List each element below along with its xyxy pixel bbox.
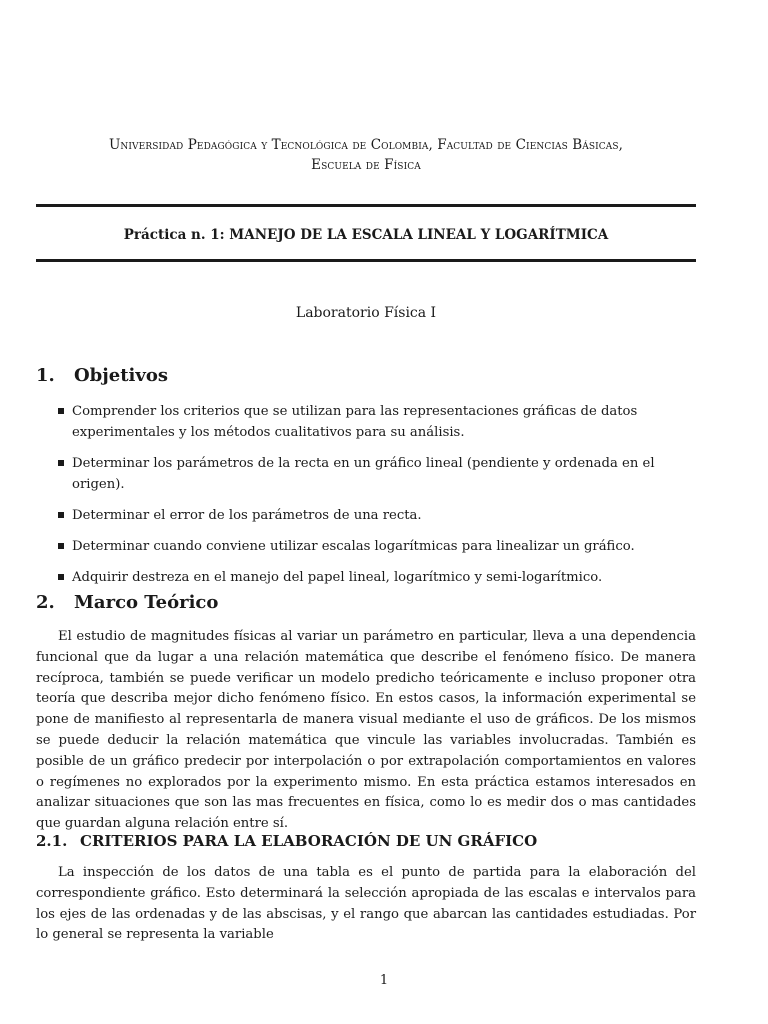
practice-title: Práctica n. 1: MANEJO DE LA ESCALA LINEAL Y LOGARÍTMICA (123, 227, 609, 243)
top-horizontal-rule (36, 204, 696, 207)
lab-title: Laboratorio Física I (295, 305, 437, 321)
list-item: Determinar cuando conviene utilizar escalas logarítmicas para linealizar un gráfico. (58, 536, 698, 557)
square-bullet-icon (58, 460, 64, 466)
section-number: 2. (36, 592, 55, 613)
subsection-heading-criterios (36, 832, 537, 850)
square-bullet-icon (58, 408, 64, 414)
page-number: 1 (379, 973, 389, 988)
institution-line-1: Universidad Pedagógica y Tecnológica de Colombia, Facultad de Ciencias Básicas, (108, 137, 624, 153)
square-bullet-icon (58, 543, 64, 549)
bottom-horizontal-rule (36, 259, 696, 262)
section-title: Objetivos (74, 365, 168, 386)
institution-header (36, 135, 696, 175)
objectives-list (58, 401, 698, 598)
marco-teorico-paragraph: El estudio de magnitudes físicas al variar un parámetro en particular, lleva a una dependencia funcional que da lugar a una relación matemática que describe el fenómeno físico. De manera recíproca, también se puede verificar un modelo predicho teóricamente e incluso proponer otra teoría que describa mejor dicho fenómeno físico. En estos casos, la información experimental se pone de manifiesto al representarla de manera visual mediante el uso de gráficos. De los mismos se puede deducir la relación matemática que vincule las variables involucradas. También es posible de un gráfico predecir por interpolación o por extrapolación comportamientos en valores o regímenes no explorados por la experimento mismo. En esta práctica estamos interesados en analizar situaciones que son las mas frecuentes en física, como lo es medir dos o mas cantidades que guardan alguna relación entre sí. (36, 629, 696, 832)
criterios-paragraph: La inspección de los datos de una tabla es el punto de partida para la elaboración del correspondiente gráfico. Esto determinará la selección apropiada de las escalas e intervalos para los ejes de las ordenadas y de las abscisas, y el rango que abarcan las cantidades estudiadas. Por lo general se representa la variable (36, 865, 696, 943)
square-bullet-icon (58, 512, 64, 518)
list-item: Comprender los criterios que se utilizan para las representaciones gráficas de datos experimentales y los métodos cualitativos para su análisis. (58, 401, 698, 443)
section-heading-marco-teorico (36, 592, 218, 613)
section-heading-objectives (36, 365, 168, 386)
square-bullet-icon (58, 574, 64, 580)
section-number: 1. (36, 365, 55, 386)
list-item: Determinar el error de los parámetros de una recta. (58, 505, 698, 526)
subsection-number: 2.1. (36, 832, 68, 850)
section-title: Marco Teórico (74, 592, 219, 613)
list-item: Determinar los parámetros de la recta en un gráfico lineal (pendiente y ordenada en el origen). (58, 453, 698, 495)
list-item: Adquirir destreza en el manejo del papel lineal, logarítmico y semi-logarítmico. (58, 567, 698, 588)
subsection-title: CRITERIOS PARA LA ELABORACIÓN DE UN GRÁFICO (80, 832, 538, 850)
institution-line-2: Escuela de Física (311, 157, 421, 173)
